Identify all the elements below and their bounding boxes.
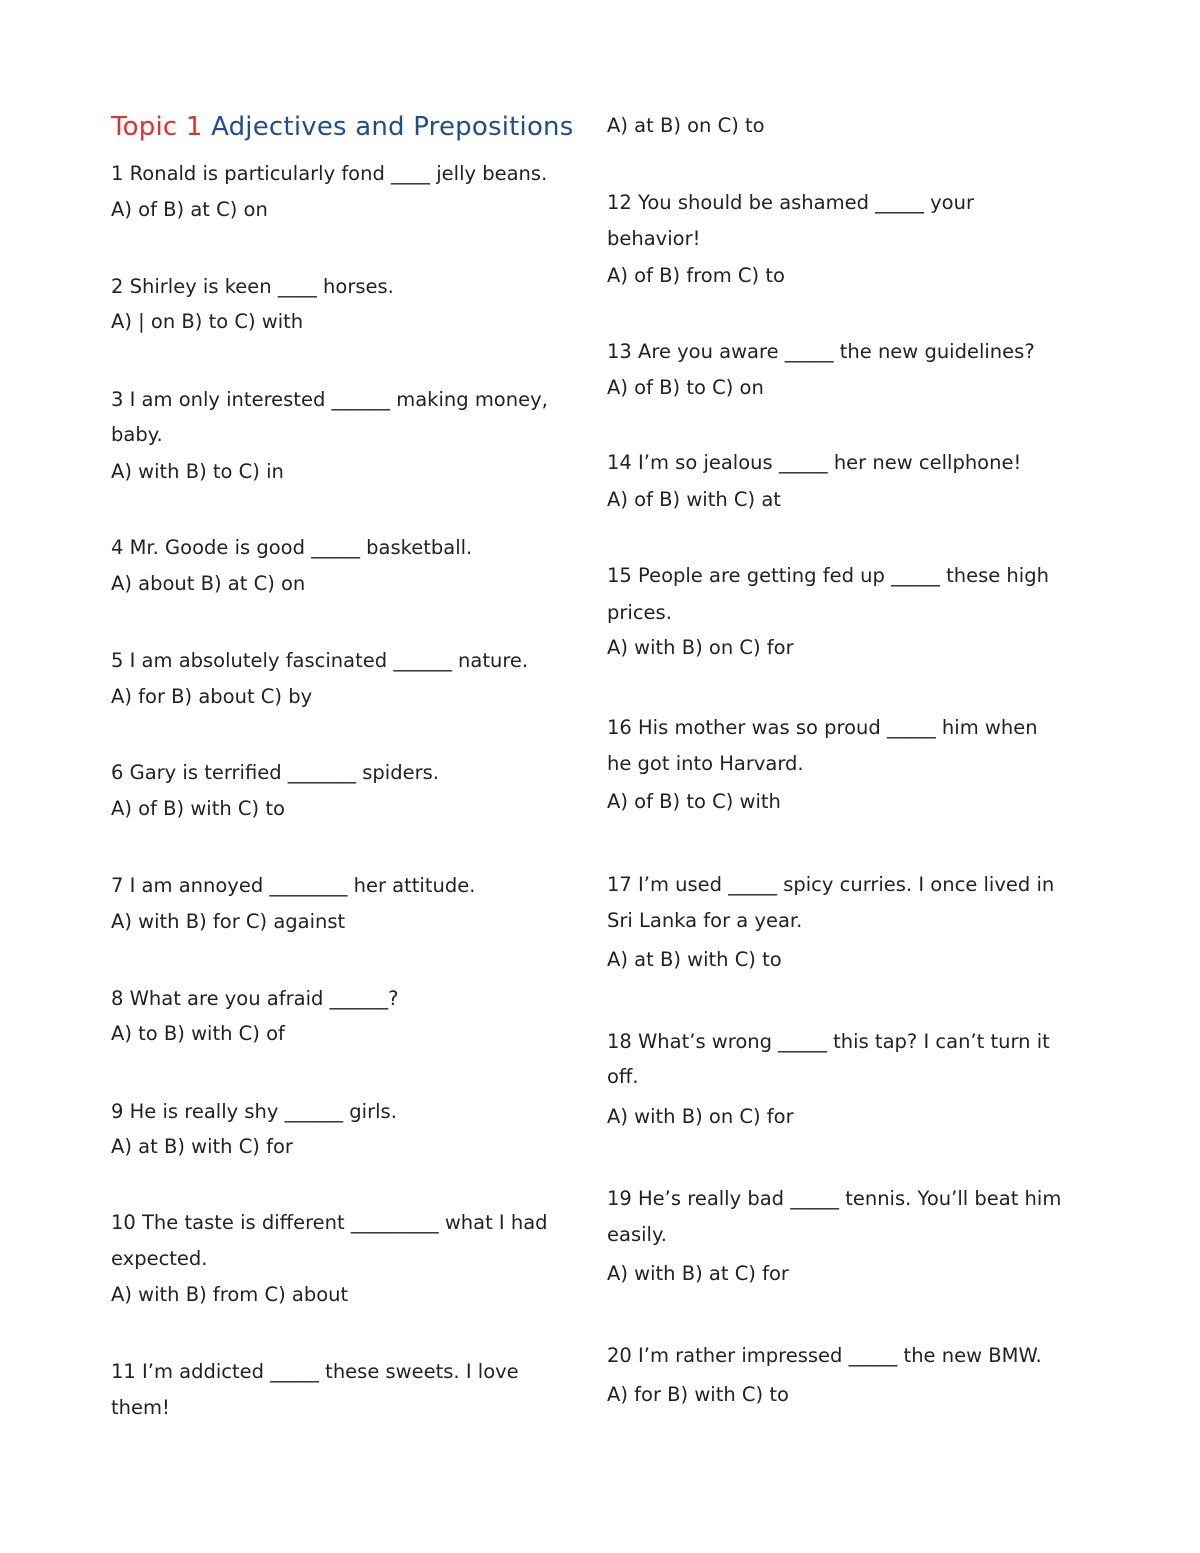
question-text: 13 Are you aware _____ the new guidelines? [607, 340, 1035, 363]
answer-options: A) of B) with C) at [607, 488, 781, 511]
question-text: 2 Shirley is keen ____ horses. [111, 275, 394, 298]
answer-options: A) of B) from C) to [607, 264, 785, 287]
question-text: 5 I am absolutely fascinated ______ nature. [111, 649, 529, 672]
answer-options: A) of B) at C) on [111, 198, 268, 221]
answer-options: A) with B) from C) about [111, 1283, 349, 1306]
answer-options: A) with B) on C) for [607, 1105, 794, 1128]
question-text: 1 Ronald is particularly fond ____ jelly beans. [111, 162, 548, 185]
answer-options: A) with B) to C) in [111, 460, 284, 483]
question-text: 14 I’m so jealous _____ her new cellphone! [607, 451, 1022, 474]
question-text: 15 People are getting fed up _____ these high [607, 564, 1049, 587]
question-text: behavior! [607, 227, 701, 250]
answer-options: A) of B) to C) with [607, 790, 781, 813]
answer-options: A) | on B) to C) with [111, 310, 304, 333]
answer-options: A) at B) on C) to [607, 114, 765, 137]
answer-options: A) at B) with C) for [111, 1135, 293, 1158]
answer-options: A) at B) with C) to [607, 948, 782, 971]
question-text: easily. [607, 1223, 667, 1246]
question-text: baby. [111, 423, 163, 446]
question-text: 18 What’s wrong _____ this tap? I can’t turn it [607, 1030, 1050, 1053]
question-text: prices. [607, 601, 672, 624]
title-topic: Topic 1 [111, 112, 203, 142]
question-text: Sri Lanka for a year. [607, 909, 803, 932]
question-text: 16 His mother was so proud _____ him when [607, 716, 1038, 739]
question-text: 6 Gary is terrified _______ spiders. [111, 761, 439, 784]
answer-options: A) of B) to C) on [607, 376, 764, 399]
question-text: 3 I am only interested ______ making money, [111, 388, 548, 411]
answer-options: A) of B) with C) to [111, 797, 285, 820]
question-text: 4 Mr. Goode is good _____ basketball. [111, 536, 473, 559]
answer-options: A) with B) on C) for [607, 636, 794, 659]
answer-options: A) for B) with C) to [607, 1383, 789, 1406]
question-text: 20 I’m rather impressed _____ the new BMW. [607, 1344, 1042, 1367]
question-text: them! [111, 1396, 170, 1419]
answer-options: A) for B) about C) by [111, 685, 313, 708]
page-title [111, 112, 573, 142]
answer-options: A) to B) with C) of [111, 1022, 285, 1045]
question-text: 7 I am annoyed ________ her attitude. [111, 874, 476, 897]
question-text: he got into Harvard. [607, 752, 804, 775]
answer-options: A) about B) at C) on [111, 572, 306, 595]
answer-options: A) with B) for C) against [111, 910, 346, 933]
question-text: expected. [111, 1247, 208, 1270]
answer-options: A) with B) at C) for [607, 1262, 789, 1285]
question-text: 11 I’m addicted _____ these sweets. I love [111, 1360, 519, 1383]
title-subject: Adjectives and Prepositions [211, 112, 574, 142]
question-text: 17 I’m used _____ spicy curries. I once lived in [607, 873, 1055, 896]
question-text: 19 He’s really bad _____ tennis. You’ll beat him [607, 1187, 1062, 1210]
question-text: 8 What are you afraid ______? [111, 987, 399, 1010]
question-text: 12 You should be ashamed _____ your [607, 191, 974, 214]
question-text: off. [607, 1065, 639, 1088]
question-text: 10 The taste is different _________ what I had [111, 1211, 548, 1234]
question-text: 9 He is really shy ______ girls. [111, 1100, 397, 1123]
